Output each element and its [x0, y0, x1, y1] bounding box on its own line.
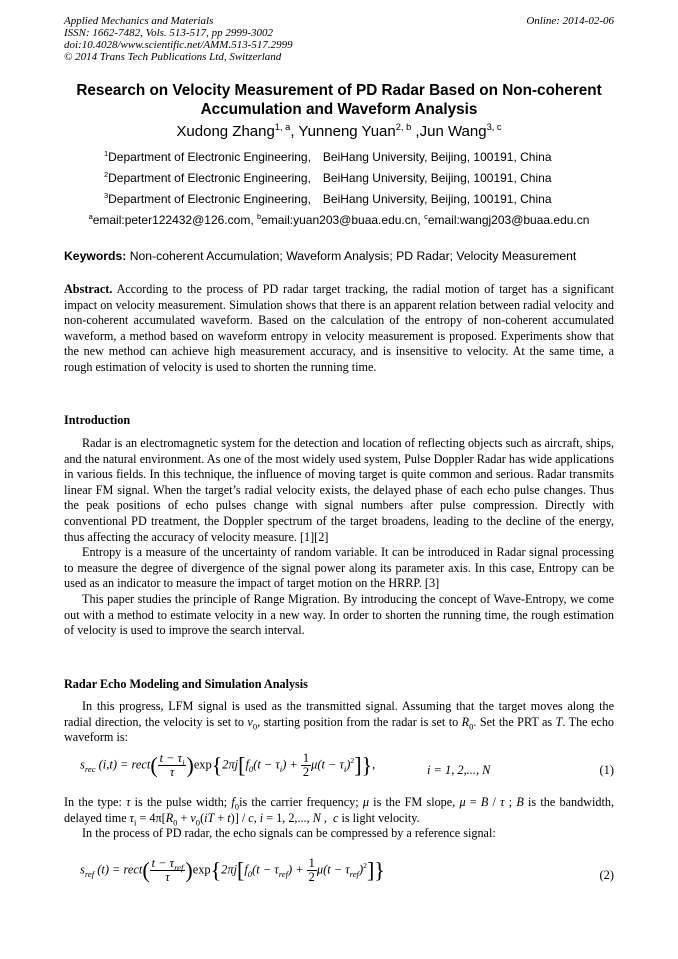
section-2-paragraph-3: In the process of PD radar, the echo signals can be compressed by a reference signal: [82, 826, 496, 841]
equation-1: $s_{rec}$ (i,t) = rect( $\frac{t - \tau_i}{\tau}$ )$\exp\{2\pi j[f_0(t - \tau_i)$ + $\frac{1}{2}$ $\mu(t - \tau_i)^2$]}, [80, 751, 376, 779]
author-1: Xudong Zhang [176, 123, 275, 140]
paper-title-line-2: Accumulation and Waveform Analysis [200, 101, 478, 118]
equation-2: $s_{ref}$ (t) = rect( $\frac{t - \tau_{ref}}{\tau}$ )$\exp\{2\pi j[f_0(t - \tau_{ref})$ + $\frac{1}{2}$ $\mu(t - \tau_{ref})^2$]} [80, 856, 385, 884]
equation-1-range: i = 1, 2,..., N [427, 763, 491, 777]
equation-1-number: (1) [599, 763, 614, 777]
section-2-heading: Radar Echo Modeling and Simulation Analysis [64, 677, 308, 691]
author-2: , Yunneng Yuan [290, 123, 396, 140]
affiliation-3: $^3$Department of Electronic Engineering, BeiHang University, Beijing, 100191, China [104, 191, 552, 206]
author-3: ,Jun Wang [411, 123, 487, 140]
email-b[interactable]: email:yuan203@buaa.edu.cn, [261, 213, 425, 227]
authors [0, 123, 678, 140]
introduction-heading: Introduction [64, 413, 131, 427]
affiliation-2: $^2$Department of Electronic Engineering, BeiHang University, Beijing, 100191, China [104, 170, 552, 185]
journal-name: Applied Mechanics and Materials [64, 15, 214, 27]
author-1-sup: 1, a [274, 122, 291, 132]
author-3-sup: 3, c [486, 122, 502, 132]
doi: doi:10.4028/www.scientific.net/AMM.513-517.2999 [64, 39, 293, 51]
emails: $^a$email:peter122432@126.com, $^b$email:yuan203@buaa.edu.cn, $^c$email:wangj203@buaa.edu.cn [88, 212, 590, 227]
keywords-text: Non-coherent Accumulation; Waveform Analysis; PD Radar; Velocity Measurement [126, 249, 577, 263]
section-2-paragraph-1: In this progress, LFM signal is used as the transmitted signal. Assuming that the target moves along the radial direction, the velocity is set to $v_0$, starting position from the radar is set to $R_0$. Set the PRT as T. The echo waveform is: [64, 699, 615, 745]
email-c[interactable]: email:wangj203@buaa.edu.cn [427, 213, 590, 227]
introduction-body [64, 436, 614, 639]
abstract-text: According to the process of PD radar target tracking, the radial motion of target has a significant impact on velocity measurement. Simulation shows that there is an apparent relation between radial velocity and non-coherent accumulated waveform. Based on the calculation of the entropy of non-coherent accumulated waveform, a method based on waveform entropy in velocity measurement is proposed. Experiments show that the new method can achieve high measurement accuracy, and is insensitive to velocity. At the same time, a rough estimation of velocity is used to shorten the running time. [64, 282, 614, 374]
keywords [64, 249, 576, 263]
intro-paragraph-1: Radar is an electromagnetic system for the detection and location of reflecting objects such as aircraft, ships, and the natural environment. As one of the most widely used system, Pulse Doppler Radar has wide applications in various fields. In this technique, the influence of moving target is quite common and serious. Radar transmits linear FM signal. When the target’s radial velocity exists, the delayed phase of each echo pulse changes. Thus the peak positions of echo pulses change with signal numbers after pulse compression. Directly with conventional PD treatment, the Doppler spectrum of the target broadens, leading to the decline of the energy, thus affecting the accuracy of velocity measure. [1][2] [64, 436, 614, 544]
keywords-label: Keywords: [64, 249, 127, 263]
copyright: © 2014 Trans Tech Publications Ltd, Switzerland [64, 51, 282, 63]
section-2-paragraph-2: In the type: τ is the pulse width; $f_0is$ the carrier frequency; μ is the FM slope, μ = B / τ ; B is the bandwidth, delayed time $\tau_i = 4\pi[R_0 + v_0(iT + t)] / c$, i = 1, 2,..., N , c is light velocity. In the process of PD radar, the echo signals can be compressed by a reference signal: [64, 795, 614, 841]
affiliation-1: $^1$Department of Electronic Engineering, BeiHang University, Beijing, 100191, China [104, 149, 552, 164]
intro-paragraph-3: This paper studies the principle of Range Migration. By introducing the concept of Wave-Entropy, we come out with a method to estimate velocity in a new way. In order to shorten the running time, the rough estimation of velocity is used to improve the search interval. [64, 591, 614, 638]
online-date: Online: 2014-02-06 [526, 15, 614, 27]
abstract [64, 282, 614, 376]
issn: ISSN: 1662-7482, Vols. 513-517, pp 2999-3002 [64, 27, 273, 39]
abstract-label: Abstract. [64, 282, 113, 296]
email-a[interactable]: email:peter122432@126.com, [92, 213, 257, 227]
equation-2-number: (2) [599, 868, 614, 882]
author-2-sup: 2, b [395, 122, 412, 132]
intro-paragraph-2: Entropy is a measure of the uncertainty of random variable. It can be introduced in Radar signal processing to measure the degree of divergence of the signal power along its parameter axis. In this case, Entropy can be used as an indicator to measure the impact of target motion on the HRRP. [3] [64, 545, 614, 591]
paper-title-line-1: Research on Velocity Measurement of PD Radar Based on Non-coherent [76, 82, 602, 99]
